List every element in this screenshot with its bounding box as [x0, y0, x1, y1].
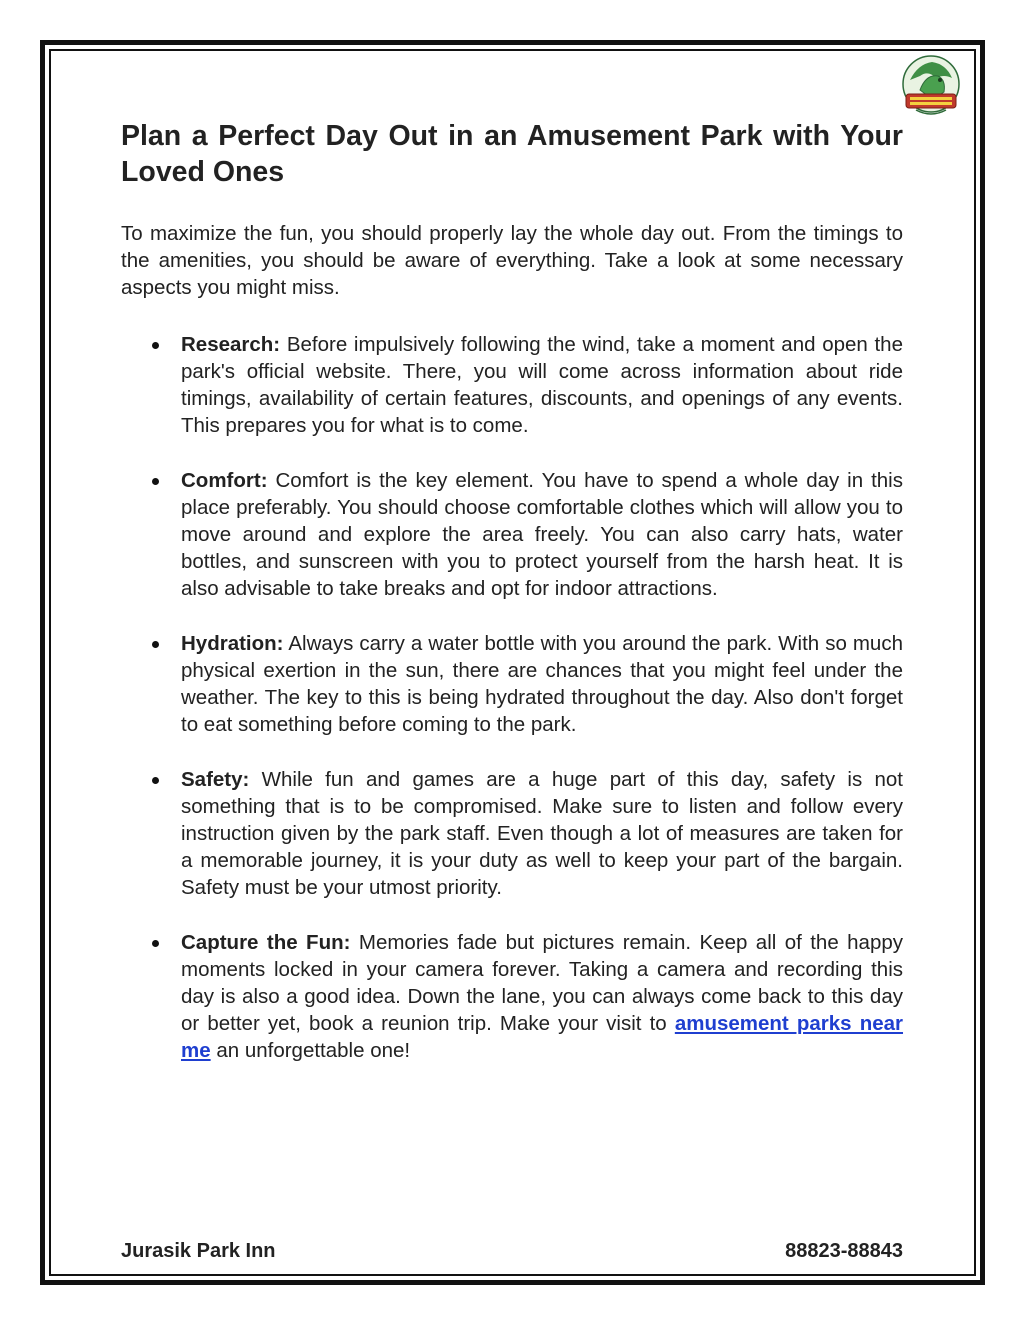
bullet-text: Before impulsively following the wind, take a moment and open the park's official website. There, you will come across information about ride timings, availability of certain features, discounts, and openings of any events. This prepares you for what is to come.: [181, 333, 903, 437]
bullet-icon: [152, 777, 159, 784]
footer-company-name: Jurasik Park Inn: [121, 1240, 276, 1262]
intro-paragraph: To maximize the fun, you should properly lay the whole day out. From the timings to the amenities, you should be aware of everything. Take a look at some necessary aspects you might miss.: [121, 222, 903, 299]
bullet-text: Comfort is the key element. You have to spend a whole day in this place preferably. You should choose comfortable clothes which will allow you to move around and explore the area freely. You can also carry hats, water bottles, and sunscreen with you to protect yourself from the harsh heat. It is also advisable to take breaks and opt for indoor attractions.: [181, 469, 903, 600]
bullet-icon: [152, 342, 159, 349]
jurasik-park-logo-icon: [900, 54, 962, 120]
bullet-label: Research:: [181, 333, 281, 356]
amusement-parks-link[interactable]: amusement parks near me: [181, 1012, 904, 1062]
list-item-comfort: [121, 467, 903, 602]
bullet-label: Capture the Fun:: [181, 931, 351, 954]
bullet-label: Comfort:: [181, 469, 268, 492]
list-item-capture-the-fun: [121, 929, 903, 1064]
footer-phone-number: 88823-88843: [785, 1240, 903, 1262]
page-footer: [121, 1240, 903, 1268]
bullet-text: While fun and games are a huge part of this day, safety is not something that is to be compromised. Make sure to listen and follow every instruction given by the park staff. Even though a lot of measures are taken for a memorable journey, it is your duty as well to keep your part of the bargain. Safety must be your utmost priority.: [181, 768, 903, 899]
bullet-label: Hydration:: [181, 632, 284, 655]
bullet-icon: [152, 940, 159, 947]
list-item-safety: [121, 766, 903, 901]
list-item-research: [121, 331, 903, 439]
document-body: [121, 118, 903, 1092]
list-item-hydration: [121, 630, 903, 738]
tips-list: [121, 331, 903, 1064]
page-title: Plan a Perfect Day Out in an Amusement Park with Your Loved Ones: [121, 120, 903, 188]
bullet-icon: [152, 641, 159, 648]
bullet-label: Safety:: [181, 768, 250, 791]
bullet-text: Always carry a water bottle with you around the park. With so much physical exertion in the sun, there are chances that you might feel under the weather. The key to this is being hydrated throughout the day. Also don't forget to eat something before coming to the park.: [181, 632, 903, 736]
bullet-text: Memories fade but pictures remain. Keep all of the happy moments locked in your camera forever. Taking a camera and recording this day is also a good idea. Down the lane, you can always come back to this day or better yet, book a reunion trip. Make your visit to: [181, 931, 904, 1035]
bullet-text-after-link: an unforgettable one!: [210, 1039, 411, 1062]
bullet-icon: [152, 478, 159, 485]
